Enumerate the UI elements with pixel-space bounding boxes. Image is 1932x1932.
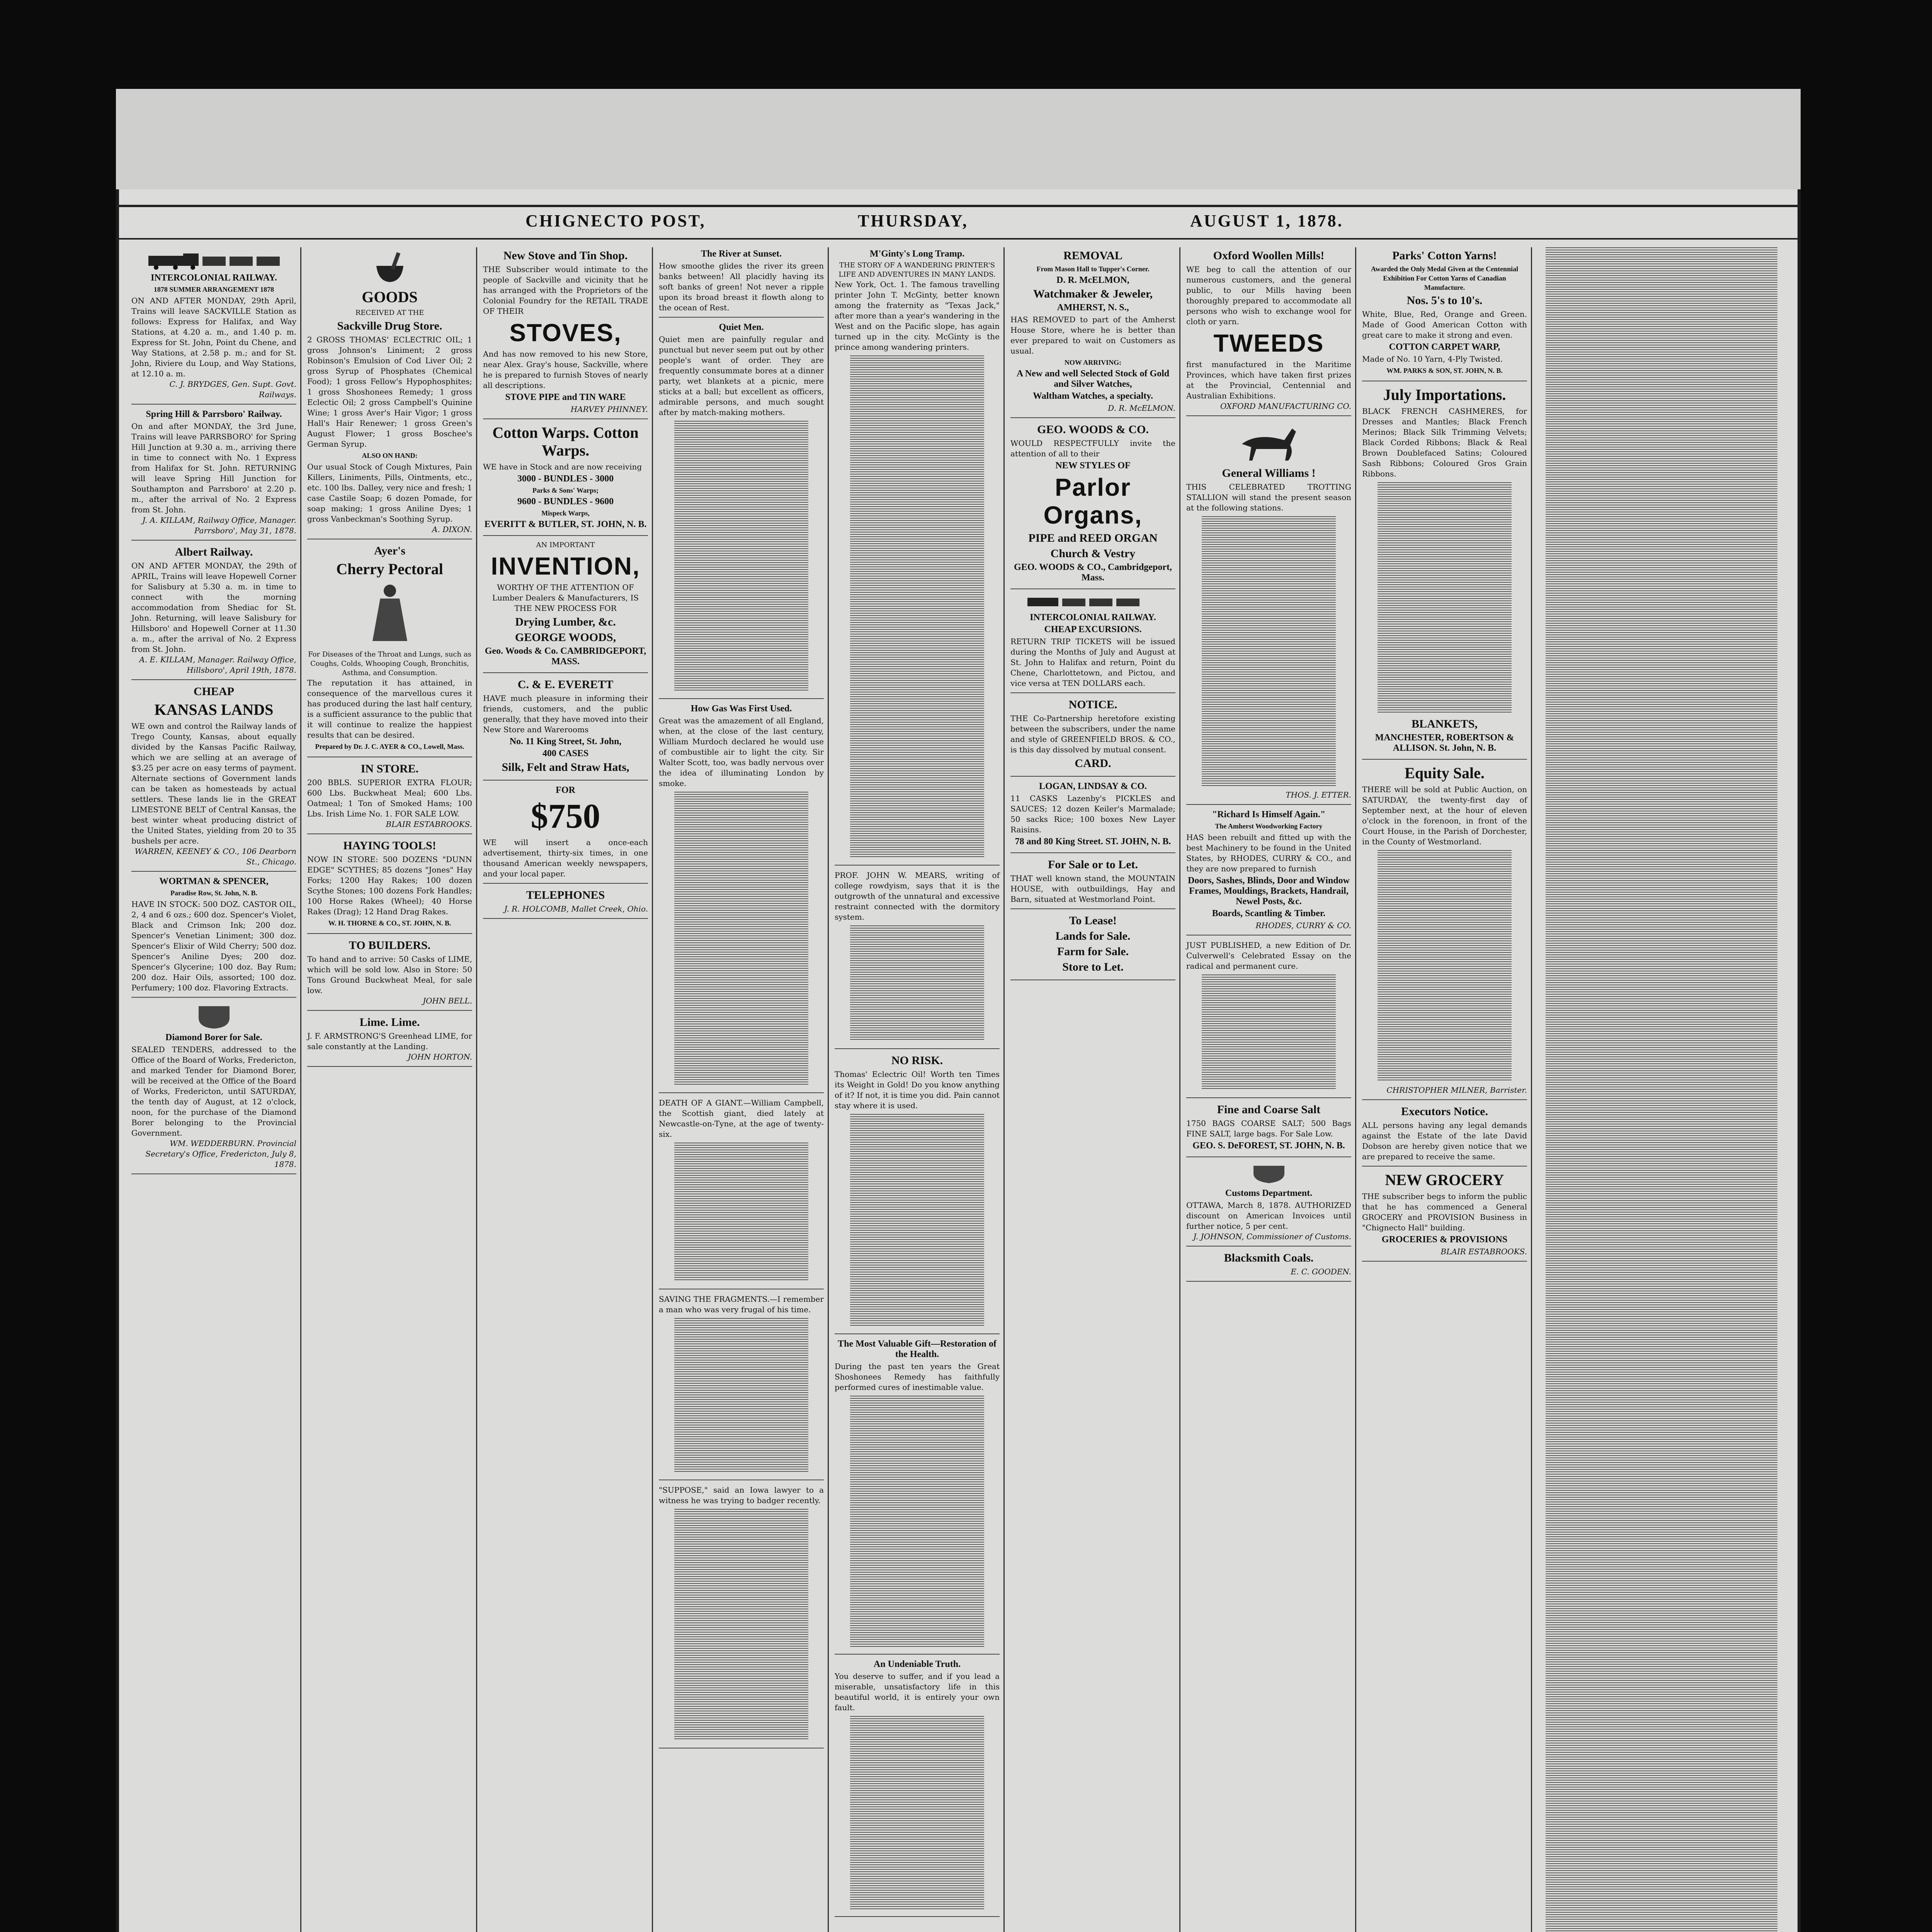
rail-title: INTERCOLONIAL RAILWAY. <box>151 273 277 283</box>
customs-signature: J. JOHNSON, Commissioner of Customs. <box>1193 1232 1351 1241</box>
gas-title: How Gas Was First Used. <box>690 704 792 714</box>
equity-signature: CHRISTOPHER MILNER, Barrister. <box>1386 1085 1527 1095</box>
column-5 <box>831 247 1005 1932</box>
drying-heading: Drying Lumber, &c. <box>515 616 616 628</box>
instore-title: IN STORE. <box>361 762 419 775</box>
quiet-title: Quiet Men. <box>719 322 764 332</box>
removal-signature: D. R. McELMON. <box>1108 403 1175 413</box>
for-label: FOR <box>556 785 575 795</box>
ad-everett <box>483 678 648 781</box>
haying-signature: W. H. THORNE & CO., ST. JOHN, N. B. <box>328 919 451 927</box>
notice-title: NOTICE. <box>1068 698 1117 711</box>
farm-title: Farm for Sale. <box>1057 945 1129 958</box>
richard-title: "Richard Is Himself Again." <box>1212 810 1326 820</box>
price-750: $750 <box>531 797 600 835</box>
column-1 <box>128 247 301 1932</box>
goods-text: 2 GROSS THOMAS' ECLECTRIC OIL; 1 gross Johnson's Liniment; 2 gross Robinson's Emulsion of Cod Liver Oil; 2 gross Syrup of Phosphates (Chemical Food); 1 gross Fellow's Hypophosphites; 1 gross Shoshonees Remedy; 1 gross Eclectic Oil; 2 gross Campbell's Quinine Wine; 1 gross Aver's Hair Vigor; 1 gross Hall's Hair Renewer; 1 gross Green's August Flower; 1 gross Boschee's German Syrup. <box>307 335 472 449</box>
lands-title: Lands for Sale. <box>1055 930 1131 942</box>
quiet-text: Quiet men are painfully regular and punctual but never seem put out by other people's want of order. They are frequently consummate bores at a dinner party, wet blankets at a picnic, mere sticks at a ball; but excellent as officers, admirable persons, and much sought after by match-making mothers. <box>659 335 824 417</box>
stoves-heading: STOVES, <box>509 319 622 347</box>
article-mears <box>835 870 1000 1049</box>
text-lines <box>850 355 984 858</box>
groceries: GROCERIES & PROVISIONS <box>1381 1235 1508 1245</box>
ad-organs <box>1010 423 1175 589</box>
grocery-text: THE subscriber begs to inform the public that he has commenced a General GROCERY and PROVISION Business in "Chignecto Hall" building. <box>1362 1192 1527 1232</box>
inventor-name: GEORGE WOODS, <box>515 631 616 644</box>
parlor-organs: Parlor Organs, <box>1043 473 1143 529</box>
excursions-text: RETURN TRIP TICKETS will be issued during the Months of July and August at St. John to Halifax and return, Point du Chene, Charlottetown, and Pictou, and vice versa at TEN DOLLARS each. <box>1010 637 1175 688</box>
wortman-title: WORTMAN & SPENCER, <box>159 876 269 886</box>
logan-text: 11 CASKS Lazenby's PICKLES and SAUCES; 12 dozen Keiler's Marmalade; 50 sacks Rice; 100 boxes New Layer Raisins. <box>1010 794 1175 834</box>
ad-spring-hill <box>131 409 296 541</box>
warps-mispeck: Mispeck Warps, <box>541 509 590 517</box>
valuable-text: During the past ten years the Great Shoshonees Remedy has faithfully performed cures of inestimable value. <box>835 1362 1000 1392</box>
mcginty-title: M'Ginty's Long Tramp. <box>869 249 965 259</box>
article-suppose <box>659 1485 824 1748</box>
ad-telephones <box>483 888 648 919</box>
ad-logan <box>1010 781 1175 853</box>
crest-icon <box>1246 1162 1292 1185</box>
builders-signature: JOHN BELL. <box>423 996 472 1005</box>
ad-haying <box>307 839 472 934</box>
article-fragments <box>659 1294 824 1480</box>
ad-in-store <box>307 762 472 834</box>
salt-text: 1750 BAGS COARSE SALT; 500 Bags FINE SALT, large bags. For Sale Low. <box>1186 1119 1351 1138</box>
text-lines <box>674 1143 808 1282</box>
grocery-signature: BLAIR ESTABROOKS. <box>1440 1247 1527 1256</box>
tweeds-heading: TWEEDS <box>1213 329 1324 357</box>
salt-title: Fine and Coarse Salt <box>1217 1103 1321 1116</box>
text-lines <box>1378 482 1512 714</box>
norisk-text: Thomas' Eclectric Oil! Worth ten Times its Weight in Gold! Do you know anything of it? If not, it is time you did. Pain cannot stay where it is used. <box>835 1070 1000 1110</box>
ad-removal <box>1010 249 1175 418</box>
lime-title: Lime. Lime. <box>359 1016 420 1029</box>
ayer-title2: Cherry Pectoral <box>336 560 443 578</box>
ad-stove <box>483 249 648 419</box>
suppose-text: "SUPPOSE," said an Iowa lawyer to a witness he was trying to badger recently. <box>659 1485 824 1505</box>
ad-grocery <box>1362 1171 1527 1262</box>
ad-for-sale <box>1010 858 1175 909</box>
salt-signature: GEO. S. DeFOREST, ST. JOHN, N. B. <box>1192 1141 1345 1151</box>
amherst: AMHERST, N. S., <box>1057 303 1129 313</box>
kansas-title: KANSAS LANDS <box>154 701 274 718</box>
oxford-text: WE beg to call the attention of our numerous customers, and the general public, to our Mills having been thoroughly prepared to accommodate all persons who wish to exchange wool for cloth or yarn. <box>1186 265 1351 326</box>
wortman-address: Paradise Row, St. John, N. B. <box>170 889 258 897</box>
parks-text: White, Blue, Red, Orange and Green. Made of Good American Cotton with great care to make it strong and even. <box>1362 310 1527 340</box>
ad-blacksmith <box>1186 1251 1351 1282</box>
newspaper-page <box>116 89 1801 1932</box>
mcginty-subtitle: THE STORY OF A WANDERING PRINTER'S LIFE AND ADVENTURES IN MANY LANDS. <box>838 261 996 279</box>
invention-heading: INVENTION, <box>491 552 640 580</box>
woodworking-text: HAS been rebuilt and fitted up with the best Machinery to be found in the United States, by RHODES, CURRY & CO., and they are now prepared to furnish <box>1186 833 1351 873</box>
logan-title: LOGAN, LINDSAY & CO. <box>1039 781 1147 791</box>
parks-nos: Nos. 5's to 10's. <box>1406 294 1483 307</box>
ad-drug-store <box>307 250 472 539</box>
parks-medal: Awarded the Only Medal Given at the Centennial Exhibition For Cotton Yarns of Canadian Manufacture. <box>1371 265 1519 291</box>
albert-text: ON AND AFTER MONDAY, the 29th of APRIL, Trains will leave Hopewell Corner for Salisbury at 5.30 a. m. in time to connect with the morning accommodation from Shediac for St. John. Returning, will leave Salisbury for Hillsboro' and Hopewell Corner at 11.30 a. m., after the arrival of No. 2 Express from St. John. <box>131 561 296 654</box>
ad-salt <box>1186 1103 1351 1157</box>
card-title: CARD. <box>1075 757 1111 770</box>
warps-title: Cotton Warps. Cotton Warps. <box>492 424 639 459</box>
ad-excursions <box>1010 594 1175 693</box>
ad-culverwell <box>1186 940 1351 1098</box>
warps-parks: Parks & Sons' Warps; <box>532 486 599 494</box>
now-arriving: NOW ARRIVING: <box>1064 359 1122 366</box>
invention-text: WORTHY OF THE ATTENTION OF Lumber Dealers & Manufacturers, IS THE NEW PROCESS FOR <box>492 583 639 613</box>
forsale-title: For Sale or to Let. <box>1048 858 1138 871</box>
equity-title: Equity Sale. <box>1405 764 1485 782</box>
removal-subtitle: From Mason Hall to Tupper's Corner. <box>1036 265 1150 273</box>
column-8 <box>1358 247 1532 1932</box>
warps-signature: EVERITT & BUTLER, ST. JOHN, N. B. <box>484 519 647 529</box>
lime-signature: JOHN HORTON. <box>408 1052 472 1061</box>
albert-signature: A. E. KILLAM, Manager. Railway Office, Hillsboro', April 19th, 1878. <box>139 655 296 675</box>
stove-title: New Stove and Tin Shop. <box>503 249 628 262</box>
horse-icon <box>1230 421 1308 463</box>
column-9 <box>1534 247 1789 1932</box>
williams-title: General Williams ! <box>1222 467 1316 480</box>
article-gas <box>659 704 824 1093</box>
masthead <box>116 205 1801 240</box>
albert-title: Albert Railway. <box>175 546 253 558</box>
everett-address: No. 11 King Street, St. John, <box>509 736 622 747</box>
stove-text: THE Subscriber would intimate to the people of Sackville and vicinity that he has arranged with the Proprietors of the Colonial Foundry for the RETAIL TRADE OF THEIR <box>483 265 648 316</box>
carpet-text: Made of No. 10 Yarn, 4-Ply Twisted. <box>1362 354 1503 364</box>
text-lines <box>850 1716 984 1909</box>
goods-store: Sackville Drug Store. <box>337 320 442 332</box>
mortar-pestle-icon <box>371 250 409 285</box>
haying-title: HAYING TOOLS! <box>343 839 436 852</box>
new-styles: NEW STYLES OF <box>1055 461 1131 471</box>
watchmaker: Watchmaker & Jeweler, <box>1033 287 1153 300</box>
executors-text: ALL persons having any legal demands against the Estate of the late David Dobson are hereby given notice that we are prepared to receive the same. <box>1362 1121 1527 1161</box>
executors-title: Executors Notice. <box>1401 1105 1488 1118</box>
ad-lime <box>307 1015 472 1067</box>
instore-signature: BLAIR ESTABROOKS. <box>386 820 472 829</box>
goods-signature: A. DIXON. <box>432 525 472 534</box>
text-lines <box>1202 975 1336 1090</box>
july-text: BLACK FRENCH CASHMERES, for Dresses and Mantles; Black French Merinos; Black Silk Trimming Velvets; Black Corded Ribbons; Black & Real Brown Doublefaced Satins; Coloured Sash Ribbons; Coloured Gros Grain Ribbons. <box>1362 406 1527 478</box>
masthead-date: AUGUST 1, 1878. <box>1190 211 1344 230</box>
borer-title: Diamond Borer for Sale. <box>165 1032 262 1043</box>
ad-woodworking <box>1186 810 1351 935</box>
ad-builders <box>307 939 472 1011</box>
manchester-signature: MANCHESTER, ROBERTSON & ALLISON. St. John, N. B. <box>1375 733 1514 753</box>
text-lines <box>850 1396 984 1647</box>
wortman-text: HAVE IN STOCK: 500 DOZ. CASTOR OIL, 2, 4 and 6 ozs.; 600 doz. Spencer's Violet, Black and Crimson Ink; 200 doz. Spencer's Venetian Liniment; 300 doz. Spencer's Elixir of Wild Cherry; 500 doz. Spencer's Aniline Dyes; 200 doz. Spencer's Glycerine; 100 doz. Bay Rum; 200 doz. Hair Oils, assorted; 100 doz. Perfumery; 100 doz. Flavoring Extracts. <box>131 900 296 992</box>
ayer-text: The reputation it has attained, in consequence of the marvellous cures it has produced during the last half century, is a sufficient assurance to the public that it will continue to realize the happiest results that can be desired. <box>307 678 472 740</box>
blacksmith-signature: E. C. GOODEN. <box>1291 1267 1351 1276</box>
goods-subtitle: RECEIVED AT THE <box>355 309 424 317</box>
river-text: How smoothe glides the river its green banks between! All placidly having its soft banks of green! Not never a ripple upon its broad breast it flowth along to the ocean of Rest. <box>659 261 824 312</box>
everett-title: C. & E. EVERETT <box>517 678 614 691</box>
giant-text: DEATH OF A GIANT.—William Campbell, the Scottish giant, died lately at Newcastle-on-Tyne, at the age of twenty-six. <box>659 1098 824 1139</box>
equity-text: THERE will be sold at Public Auction, on SATURDAY, the twenty-first day of September next, at the hour of eleven o'clock in the forenoon, in front of the Court House, in the Parish of Dorchester, in the County of Westmorland. <box>1362 785 1527 846</box>
logan-signature: 78 and 80 King Street. ST. JOHN, N. B. <box>1015 837 1171 847</box>
ad-no-risk <box>835 1054 1000 1334</box>
telephones-title: TELEPHONES <box>526 889 605 901</box>
boards: Boards, Scantling & Timber. <box>1212 908 1326 918</box>
column-2 <box>303 247 477 1932</box>
pipe-reed: PIPE and REED ORGAN <box>1028 532 1158 544</box>
coat-of-arms-icon <box>191 1002 237 1029</box>
ad-oxford <box>1186 249 1351 416</box>
text-lines <box>850 925 984 1041</box>
williams-signature: THOS. J. ETTER. <box>1286 790 1351 799</box>
rail-subtitle: 1878 SUMMER ARRANGEMENT 1878 <box>153 286 274 293</box>
text-lines <box>674 421 808 691</box>
ad-750 <box>483 785 648 884</box>
ad-invention <box>483 541 648 673</box>
norisk-title: NO RISK. <box>891 1054 943 1067</box>
article-river <box>659 249 824 318</box>
geowoods-title: GEO. WOODS & CO. <box>1037 423 1149 436</box>
everett-silk: Silk, Felt and Straw Hats, <box>502 761 629 774</box>
ad-equity <box>1362 764 1527 1100</box>
column-6 <box>1007 247 1180 1932</box>
warps-text: WE have in Stock and are now receiving <box>483 462 642 471</box>
ad-undeniable <box>835 1659 1000 1917</box>
text-lines <box>674 792 808 1085</box>
oxford-signature: OXFORD MANUFACTURING CO. <box>1220 401 1351 411</box>
grocery-title: NEW GROCERY <box>1385 1171 1504 1189</box>
cheap-excursions: CHEAP EXCURSIONS. <box>1044 624 1142 634</box>
masthead-day: THURSDAY, <box>858 211 968 230</box>
lime-text: J. F. ARMSTRONG'S Greenhead LIME, for sale constantly at the Landing. <box>307 1031 472 1051</box>
train-icon <box>1020 594 1167 609</box>
ad-wortman <box>131 876 296 998</box>
woman-figure-icon <box>359 581 421 647</box>
borer-text: SEALED TENDERS, addressed to the Office of the Board of Works, Fredericton, and marked Tender for Diamond Borer, will be received at the Office of the Board of Works, Fredericton, until SATURDAY, the tenth day of August, at 12 o'clock, noon, for the purchase of the Diamond Borer belonging to the Provincial Government. <box>131 1045 296 1138</box>
text-lines <box>674 1318 808 1473</box>
mears-text: PROF. JOHN W. MEARS, writing of college rowdyism, says that it is the outgrowth of the unnatural and excessive restraint connected with the dormitory system. <box>835 871 1000 922</box>
rail-signature: C. J. BRYDGES, Gen. Supt. Govt. Railways. <box>169 379 296 399</box>
builders-text: To hand and to arrive: 50 Casks of LIME, which will be sold low. Also in Store: 50 Tons Ground Buckwheat Meal, for sale low. <box>307 954 472 995</box>
oxford-title: Oxford Woollen Mills! <box>1213 249 1325 262</box>
ayer-diseases: For Diseases of the Throat and Lungs, such as Coughs, Colds, Whooping Cough, Bronchitis, Asthma, and Consumption. <box>308 650 471 677</box>
train-icon <box>141 250 287 270</box>
ad-customs <box>1186 1162 1351 1247</box>
removal-name: D. R. McELMON, <box>1056 275 1129 285</box>
customs-text: OTTAWA, March 8, 1878. AUTHORIZED discount on American Invoices until further notice, 5 per cent. <box>1186 1201 1351 1231</box>
ad-williams <box>1186 421 1351 805</box>
everett-text: HAVE much pleasure in informing their friends, customers, and the public generally, that they have moved into their New Store and Warerooms <box>483 694 648 734</box>
stove-signature: HARVEY PHINNEY. <box>570 405 648 414</box>
telephones-signature: J. R. HOLCOMB, Mallet Creek, Ohio. <box>504 904 648 913</box>
warps-3000: 3000 - BUNDLES - 3000 <box>517 474 614 484</box>
ad-valuable-gift <box>835 1339 1000 1655</box>
spring-title: Spring Hill & Parrsboro' Railway. <box>146 409 282 419</box>
river-title: The River at Sunset. <box>701 249 782 259</box>
stove-text2: And has now removed to his new Store, near Alex. Gray's house, Sackville, where he is prepared to furnish Stoves of nearly all descriptions. <box>483 349 648 390</box>
ad-july <box>1362 386 1527 760</box>
ad-lease <box>1010 914 1175 980</box>
parks-title: Parks' Cotton Yarns! <box>1392 249 1497 262</box>
forsale-text: THAT well known stand, the MOUNTAIN HOUSE, with outbuildings, Hay and Barn, situated at Westmorland Point. <box>1010 874 1175 904</box>
organs-text: WOULD RESPECTFULLY invite the attention of all to their <box>1010 439 1175 458</box>
masthead-paper: CHIGNECTO POST, <box>526 211 706 230</box>
text-lines <box>674 1509 808 1741</box>
ad-executors <box>1362 1105 1527 1167</box>
invention-pre: AN IMPORTANT <box>536 541 595 549</box>
kansas-text: WE own and control the Railway lands of Trego County, Kansas, about equally divided by the Kansas Pacific Railway, which we are selling at an average of $3.25 per acre on easy terms of payment. Alternate sections of Government lands can be taken as homesteads by actual settlers. These lands lie in the GREAT LIMESTONE BELT of Central Kansas, the best winter wheat producing district of the United States, yielding from 20 to 35 bushels per acre. <box>131 721 296 845</box>
text-lines <box>1202 516 1336 787</box>
article-quiet-men <box>659 322 824 699</box>
spring-signature: J. A. KILLAM, Railway Office, Manager. Parrsboro', May 31, 1878. <box>142 515 296 535</box>
blankets: BLANKETS, <box>1412 718 1478 730</box>
ad-diamond-borer <box>131 1002 296 1174</box>
builders-title: TO BUILDERS. <box>349 939 431 952</box>
ayer-title: Ayer's <box>374 544 406 557</box>
customs-title: Customs Department. <box>1225 1188 1313 1198</box>
piano-text: WE will insert a once-each advertisement, thirty-six times, in one thousand American weekly newspapers, and your local paper. <box>483 838 648 878</box>
goods-title: GOODS <box>362 288 418 306</box>
valuable-title: The Most Valuable Gift—Restoration of the Health. <box>838 1339 997 1359</box>
removal-text: HAS REMOVED to part of the Amherst House Store, where he is better than ever prepared to wait on Customers as usual. <box>1010 315 1175 355</box>
also-text: Our usual Stock of Cough Mixtures, Pain Killers, Liniments, Pills, Ointments, etc., etc. 100 lbs. Dalley, very nice and fresh; 1 case Castile Soap; 6 dozen Pomade, for soap making; 1 gross Aniline Dyes; 1 gross Vanbeckman's Soothing Syrup. <box>307 462 472 524</box>
article-giant <box>659 1098 824 1289</box>
borer-signature: WM. WEDDERBURN. Provincial Secretary's Office, Fredericton, July 8, 1878. <box>145 1139 296 1169</box>
rhodes-signature: RHODES, CURRY & CO. <box>1255 921 1351 930</box>
text-lines <box>850 1114 984 1327</box>
invention-signature: Geo. Woods & Co. CAMBRIDGEPORT, MASS. <box>485 646 646 667</box>
haying-text: NOW IN STORE: 500 DOZENS "DUNN EDGE" SCYTHES; 85 dozens "Jones" Hay Forks; 1200 Hay Rakes; 100 dozen Scythe Stones; 100 dozens Fork Handles; 100 Horse Rakes (Wheel); 40 Horse Rakes (Drag); 12 Hand Drag Rakes. <box>307 855 472 916</box>
column-7 <box>1182 247 1356 1932</box>
ad-notice <box>1010 698 1175 777</box>
notice-text: THE Co-Partnership heretofore existing between the subscribers, under the name and style of GREENFIELD BROS. & CO., is this day dissolved by mutual consent. <box>1010 714 1175 754</box>
woodworking-title: The Amherst Woodworking Factory <box>1215 822 1323 830</box>
tweeds-text: first manufactured in the Maritime Provinces, which have taken first prizes at the Provincial, Centennial and Australian Exhibitions. <box>1186 360 1351 400</box>
fragments-text: SAVING THE FRAGMENTS.—I remember a man who was very frugal of his time. <box>659 1294 824 1314</box>
church-vestry: Church & Vestry <box>1050 547 1136 560</box>
mcginty-text: New York, Oct. 1. The famous travelling printer John T. McGinty, better known among the fraternity as "Texas Jack," after more than a year's wandering in the West and on the Pacific slope, has again turned up in the city. McGinty is the prince among wandering printers. <box>835 280 1000 352</box>
kansas-cheap: CHEAP <box>194 685 234 698</box>
waltham: Waltham Watches, a specialty. <box>1033 391 1153 401</box>
icr-title: INTERCOLONIAL RAILWAY. <box>1030 612 1156 622</box>
text-lines <box>1546 247 1777 1932</box>
july-title: July Importations. <box>1383 386 1506 403</box>
doors: Doors, Sashes, Blinds, Door and Window Frames, Mouldings, Brackets, Handrail, Newel Posts, &c. <box>1188 876 1350 906</box>
column-3 <box>479 247 653 1932</box>
organs-signature: GEO. WOODS & CO., Cambridgeport, Mass. <box>1014 562 1172 583</box>
everett-cases: 400 CASES <box>542 748 589 759</box>
ad-cotton-warps <box>483 424 648 536</box>
undeniable-title: An Undeniable Truth. <box>873 1659 961 1669</box>
watches: A New and well Selected Stock of Gold and Silver Watches, <box>1016 369 1170 389</box>
instore-text: 200 BBLS. SUPERIOR EXTRA FLOUR; 600 Lbs. Buckwheat Meal; 600 Lbs. Oatmeal; 1 Ton of Smoked Hams; 100 Lbs. Irish Lime No. 1. FOR SALE LOW. <box>307 778 472 818</box>
spring-text: On and after MONDAY, the 3rd June, Trains will leave PARRSBORO' for Spring Hill Junction at 9.30 a. m., arriving there in time to connect with No. 1 Express from Halifax for St. John. RETURNING will leave Spring Hill Junction for Southampton and Parrsboro' at 2.20 p. m., after the arrival of No. 2 Express from St. John. <box>131 422 296 514</box>
williams-text: THIS CELEBRATED TROTTING STALLION will stand the present season at the following stations. <box>1186 482 1351 512</box>
removal-title: REMOVAL <box>1063 249 1122 262</box>
undeniable-text: You deserve to suffer, and if you lead a miserable, unsatisfactory life in this beautiful world, it is entirely your own fault. <box>835 1672 1000 1712</box>
ad-albert <box>131 545 296 680</box>
gas-text: Great was the amazement of all England, when, at the close of the last century, William Murdoch declared he would use of combustible air to light the city. Sir Walter Scott, too, was badly nervous over the idea of illuminating London by smoke. <box>659 716 824 788</box>
ad-intercolonial <box>131 250 296 405</box>
text-lines <box>1378 850 1512 1082</box>
blacksmith-title: Blacksmith Coals. <box>1224 1252 1314 1264</box>
parks-signature: WM. PARKS & SON, ST. JOHN, N. B. <box>1386 367 1503 374</box>
warps-9600: 9600 - BUNDLES - 9600 <box>517 497 614 507</box>
ad-ayer <box>307 544 472 757</box>
article-mcginty <box>835 249 1000 866</box>
culverwell-text: JUST PUBLISHED, a new Edition of Dr. Culverwell's Celebrated Essay on the radical and permanent cure. <box>1186 940 1351 971</box>
kansas-signature: WARREN, KEENEY & CO., 106 Dearborn St., Chicago. <box>134 847 296 866</box>
carpet-warp: COTTON CARPET WARP, <box>1389 342 1500 352</box>
column-4 <box>655 247 829 1932</box>
ad-parks <box>1362 249 1527 381</box>
store-let-title: Store to Let. <box>1062 961 1124 973</box>
stove-pipe: STOVE PIPE and TIN WARE <box>505 392 626 402</box>
ad-kansas <box>131 685 296 872</box>
ayer-signature: Prepared by Dr. J. C. AYER & CO., Lowell, Mass. <box>315 743 464 750</box>
columns <box>128 247 1789 1932</box>
also-title: ALSO ON HAND: <box>362 452 418 459</box>
lease-title: To Lease! <box>1069 914 1117 927</box>
rail-text: ON AND AFTER MONDAY, 29th April, Trains will leave SACKVILLE Station as follows: Express for Halifax, and Way Stations, at 4.20 a. m., and 1.40 p. m. Express for St. John, Point du Chene, and Way Stations, at 2.58 p. m.; and for St. John, Riviere du Loup, and Way Stations, at 12.10 a. m. <box>131 296 296 378</box>
